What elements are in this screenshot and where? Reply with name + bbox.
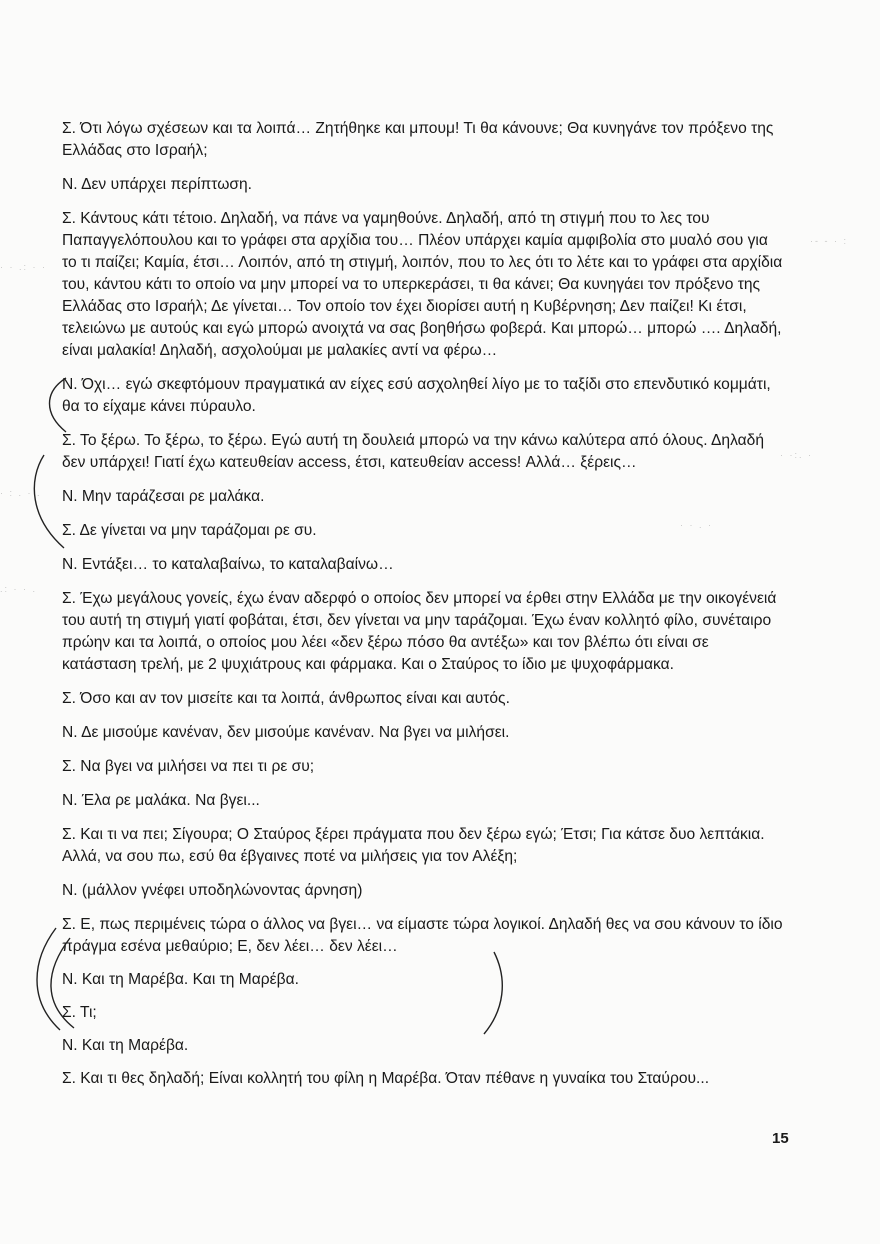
paragraph-2: Ν. Δεν υπάρχει περίπτωση. xyxy=(62,176,252,193)
bracket-mark-3 xyxy=(37,928,60,1030)
scan-noise: · ·:. · xyxy=(780,450,813,460)
paragraph-6: Ν. Μην ταράζεσαι ρε μαλάκα. xyxy=(62,488,265,505)
bracket-mark-2 xyxy=(34,455,64,548)
paragraph-12: Σ. Να βγει να μιλήσει να πει τι ρε συ; xyxy=(62,758,315,775)
paragraph-8: Ν. Εντάξει… το καταλαβαίνω, το καταλαβαίνω… xyxy=(62,556,394,573)
scan-noise: · : . · . xyxy=(0,488,42,498)
paragraph-15: Ν. (μάλλον γνέφει υποδηλώνοντας άρνηση) xyxy=(62,882,363,899)
paragraph-13: Ν. Έλα ρε μαλάκα. Να βγει... xyxy=(62,792,260,809)
transcript-body xyxy=(62,118,784,1101)
scan-noise: · · .: · · xyxy=(0,262,47,272)
paragraph-10: Σ. Όσο και αν τον μισείτε και τα λοιπά, άνθρωπος είναι και αυτός. xyxy=(62,690,510,707)
paragraph-14: Σ. Και τι να πει; Σίγουρα; Ο Σταύρος ξέρει πράγματα που δεν ξέρω εγώ; Έτσι; Για κάτσε δυο λεπτάκια. Αλλά, να σου πω, εσύ θα έβγαινες ποτέ να μιλήσεις για τον Αλέξη; xyxy=(62,826,765,865)
paragraph-7: Σ. Δε γίνεται να μην ταράζομαι ρε συ. xyxy=(62,522,317,539)
scan-noise: · · . · xyxy=(680,520,713,530)
paragraph-20: Σ. Και τι θες δηλαδή; Είναι κολλητή του φίλη η Μαρέβα. Όταν πέθανε η γυναίκα του Σταύρου... xyxy=(62,1070,710,1087)
paragraph-16: Σ. Ε, πως περιμένεις τώρα ο άλλος να βγει… να είμαστε τώρα λογικοί. Δηλαδή θες να σου κάνουν το ίδιο πράγμα εσένα μεθαύριο; Ε, δεν λέει… δεν λέει… xyxy=(62,916,783,955)
paragraph-19: Ν. Και τη Μαρέβα. xyxy=(62,1037,189,1054)
paragraph-3: Σ. Κάντους κάτι τέτοιο. Δηλαδή, να πάνε να γαμηθούνε. Δηλαδή, από τη στιγμή που το λες του Παπαγγελόπουλου και το γράφει στα αρχίδια του… Πλέον υπάρχει καμία αμφιβολία στο μυαλό σου για το τι παίζει; Καμία, έτσι… Λοιπόν, από τη στιγμή, λοιπόν, που το λες ότι το λέτε και το γράφει στα αρχίδια του, κάντου κάτι το οποίο να μην μπορεί να το υπερκεράσει, τι θα κάνει; Θα κυνηγάει τον πρόξενο της Ελλάδας στο Ισραήλ; Δε γίνεται… Τον οποίο τον έχει διορίσει αυτή η Κυβέρνηση; Δεν παίζει! Κι έτσι, τελειώνω με αυτούς και εγώ μπορώ ανοιχτά να σας βοηθήσω φοβερά. Και μπορώ… μπορώ …. Δηλαδή, είναι μαλακία! Δηλαδή, ασχολούμαι με μαλακίες αντί να φέρω… xyxy=(62,210,783,359)
paragraph-4: Ν. Όχι… εγώ σκεφτόμουν πραγματικά αν είχες εσύ ασχοληθεί λίγο με το ταξίδι στο επενδυτικό κομμάτι, θα το είχαμε κάνει πύραυλο. xyxy=(62,376,771,415)
paragraph-17: Ν. Και τη Μαρέβα. Και τη Μαρέβα. xyxy=(62,971,299,988)
paragraph-1: Σ. Ότι λόγω σχέσεων και τα λοιπά… Ζητήθηκε και μπουμ! Τι θα κάνουνε; Θα κυνηγάνε τον πρόξενο της Ελλάδας στο Ισραήλ; xyxy=(62,120,774,159)
paragraph-9: Σ. Έχω μεγάλους γονείς, έχω έναν αδερφό ο οποίος δεν μπορεί να έρθει στην Ελλάδα με την οικογένειά του αυτή τη στιγμή γιατί φοβάται, έτσι, δεν γίνεται να μην ταράζομαι. Έχω έναν κολλητό φίλο, συνέταιρο πρώην και τα λοιπά, ο οποίος μου λέει «δεν ξέρω πόσο θα αντέξω» και τον βλέπω ότι είναι σε κατάσταση τρελή, με 2 ψυχιάτρους και φάρμακα. Και ο Σταύρος το ίδιο με ψυχοφάρμακα. xyxy=(62,590,777,673)
page-number: 15 xyxy=(772,1130,789,1147)
scan-noise: .: · · . xyxy=(0,584,37,594)
paragraph-11: Ν. Δε μισούμε κανέναν, δεν μισούμε κανέναν. Να βγει να μιλήσει. xyxy=(62,724,510,741)
paragraph-5: Σ. Το ξέρω. Το ξέρω, το ξέρω. Εγώ αυτή τη δουλειά μπορώ να την κάνω καλύτερα από όλους. Δηλαδή δεν υπάρχει! Γιατί έχω κατευθείαν access, έτσι, κατευθείαν access! Αλλά… ξέρεις… xyxy=(62,432,765,471)
paragraph-18: Σ. Τι; xyxy=(62,1004,97,1021)
scan-noise: ·- - · : xyxy=(810,236,848,246)
